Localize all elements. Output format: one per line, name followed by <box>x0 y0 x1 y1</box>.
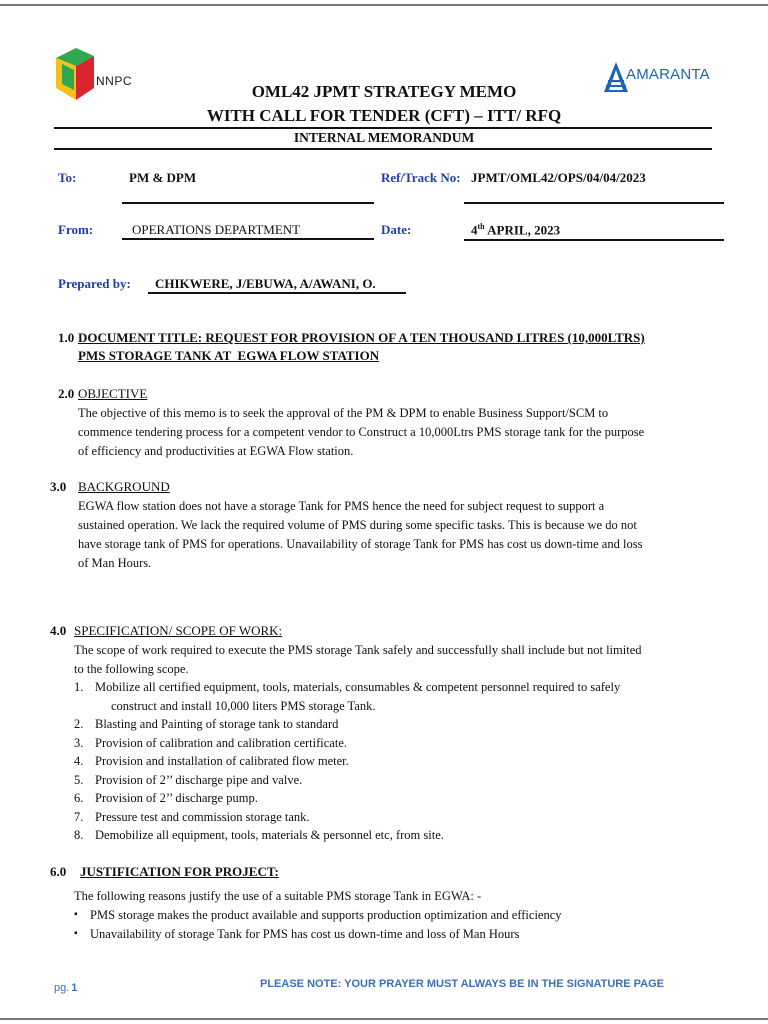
list-item <box>74 808 710 827</box>
page-top-border <box>0 4 768 6</box>
justification-list <box>74 906 710 943</box>
list-item-number: 8. <box>74 828 84 842</box>
date-suffix: th <box>477 222 485 231</box>
list-item-text: Unavailability of storage Tank for PMS has cost us down-time and loss of Man Hours <box>90 926 520 941</box>
list-item-number: 7. <box>74 809 84 824</box>
ref-underline <box>464 202 724 204</box>
list-item-number: 5. <box>74 772 84 787</box>
list-item <box>74 734 710 753</box>
to-label: To: <box>58 170 77 185</box>
section-4-title: SPECIFICATION/ SCOPE OF WORK: <box>74 623 283 638</box>
list-item-continuation <box>74 697 710 716</box>
section-1-title-line-2: PMS STORAGE TANK AT EGWA FLOW STATION <box>78 348 380 363</box>
section-3-title: BACKGROUND <box>78 479 170 494</box>
list-item-text: Mobilize all certified equipment, tools, materials, consumables & competent personnel required to safely <box>95 680 621 694</box>
section-2-title: OBJECTIVE <box>78 386 148 401</box>
scope-list <box>74 678 710 845</box>
prepared-value: CHIKWERE, J/EBUWA, A/AWANI, O. <box>155 276 376 291</box>
section-3-number: 3.0 <box>50 479 67 494</box>
list-item-text: Provision of 2’’ discharge pipe and valve. <box>95 772 303 787</box>
memo-title-line-1: OML42 JPMT STRATEGY MEMO <box>251 82 517 101</box>
section-2-body <box>78 404 712 461</box>
to-underline <box>122 202 374 204</box>
date-underline <box>464 239 724 241</box>
bullet-icon: ▪ <box>74 909 78 920</box>
list-item-text: PMS storage makes the product available and supports production optimization and efficiency <box>90 908 562 922</box>
section-6-intro: The following reasons justify the use of a suitable PMS storage Tank in EGWA: - <box>74 889 482 903</box>
section-3-line: sustained operation. We lack the required volume of PMS during some specific tasks. This is because we do not <box>78 518 637 532</box>
memo-subtitle: INTERNAL MEMORANDUM <box>293 130 475 145</box>
footer-note: PLEASE NOTE: YOUR PRAYER MUST ALWAYS BE IN THE SIGNATURE PAGE <box>260 978 665 990</box>
section-3-body <box>78 497 712 573</box>
list-item-text: Provision and installation of calibrated flow meter. <box>95 754 349 768</box>
ref-value: JPMT/OML42/OPS/04/04/2023 <box>471 170 646 185</box>
list-item-text: Demobilize all equipment, tools, materials & personnel etc, from site. <box>95 828 444 842</box>
section-2-line: commence tendering process for a competent vendor to Construct a 10,000Ltrs PMS storage tank for the purpose <box>78 425 645 439</box>
title-rule-bottom <box>54 148 712 150</box>
date-day: 4 <box>471 222 478 238</box>
section-2-line: of efficiency and productivities at EGWA Flow station. <box>78 444 354 458</box>
date-value <box>471 222 560 238</box>
bullet-icon: ▪ <box>74 927 78 939</box>
prepared-label: Prepared by: <box>58 276 131 291</box>
list-item-text: Blasting and Painting of storage tank to standard <box>95 717 339 731</box>
list-item <box>74 906 710 925</box>
list-item-number: 1. <box>74 680 84 694</box>
list-item <box>74 678 710 697</box>
to-value: PM & DPM <box>129 170 197 185</box>
list-item <box>74 771 710 790</box>
section-4-line: to the following scope. <box>74 662 189 676</box>
page-prefix: pg. <box>54 982 70 994</box>
amaranta-logo-text: AMARANTA <box>626 66 710 83</box>
section-4-line: The scope of work required to execute the PMS storage Tank safely and successfully shall include but not limited <box>74 643 642 657</box>
from-value: OPERATIONS DEPARTMENT <box>132 222 301 237</box>
section-4-intro <box>74 641 710 679</box>
from-label: From: <box>58 222 94 237</box>
page-number <box>54 978 77 996</box>
section-1-number: 1.0 <box>58 330 75 345</box>
list-item <box>74 925 710 944</box>
date-label: Date: <box>381 222 412 237</box>
list-item-number: 4. <box>74 754 84 768</box>
list-item-number: 3. <box>74 735 84 750</box>
list-item <box>74 715 710 734</box>
section-1-title-line-1: DOCUMENT TITLE: REQUEST FOR PROVISION OF A TEN THOUSAND LITRES (10,000LTRS) <box>78 330 645 345</box>
title-rule-top <box>54 127 712 129</box>
list-item-text: Provision of calibration and calibration certificate. <box>95 735 347 750</box>
section-3-line: of Man Hours. <box>78 556 152 570</box>
list-item-text: Provision of 2’’ discharge pump. <box>95 791 258 805</box>
list-item-number: 2. <box>74 717 84 731</box>
list-item-text: Pressure test and commission storage tank. <box>95 809 310 824</box>
section-4-number: 4.0 <box>50 623 67 638</box>
section-3-line: EGWA flow station does not have a storage Tank for PMS hence the need for subject request to support a <box>78 499 605 513</box>
section-2-line: The objective of this memo is to seek the approval of the PM & DPM to enable Business Support/SCM to <box>78 406 609 420</box>
date-rest: APRIL, 2023 <box>484 222 561 238</box>
prepared-underline <box>148 292 406 294</box>
list-item <box>74 789 710 808</box>
ref-label: Ref/Track No: <box>381 170 461 185</box>
section-6-number: 6.0 <box>50 864 67 879</box>
list-item <box>74 752 710 771</box>
section-6-title: JUSTIFICATION FOR PROJECT: <box>80 864 279 879</box>
from-underline <box>122 238 374 240</box>
list-item-text: construct and install 10,000 liters PMS storage Tank. <box>111 698 376 713</box>
nnpc-logo-text: NNPC <box>96 74 133 88</box>
page-number-value: 1 <box>71 982 78 994</box>
section-3-line: have storage tank of PMS for operations. Unavailability of storage Tank for PMS has cost us down-time and loss <box>78 537 643 551</box>
list-item <box>74 826 710 845</box>
page-bottom-border <box>0 1018 768 1020</box>
list-item-number: 6. <box>74 791 84 805</box>
memo-title-line-2: WITH CALL FOR TENDER (CFT) – ITT/ RFQ <box>206 106 562 125</box>
section-2-number: 2.0 <box>58 386 75 401</box>
